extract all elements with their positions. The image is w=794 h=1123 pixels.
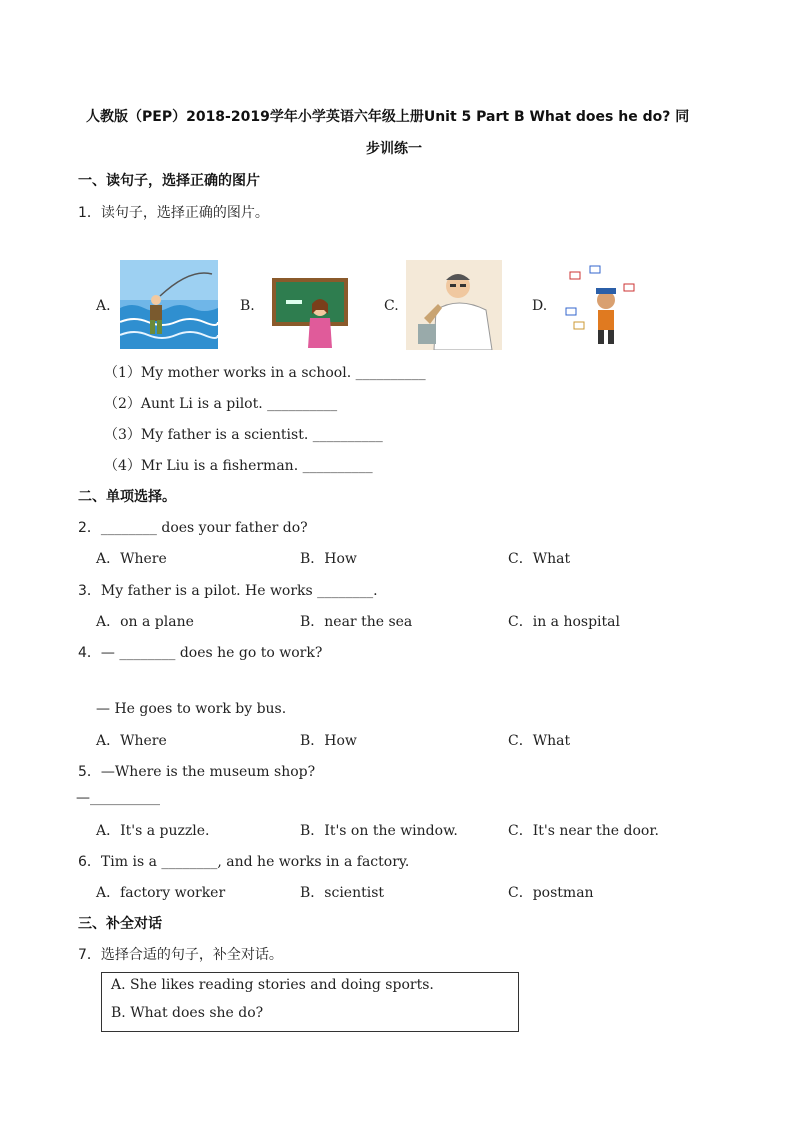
question-text: 读句子，选择正确的图片。 bbox=[100, 205, 269, 221]
question-number: 3． bbox=[78, 583, 101, 599]
q1-item-3: （3）My father is a scientist. __________ bbox=[104, 427, 383, 443]
q6-option-b[interactable]: B．scientist bbox=[300, 885, 385, 901]
question-number: 1． bbox=[78, 205, 101, 221]
question-number: 5． bbox=[78, 764, 101, 780]
q3-option-c[interactable]: C．in a hospital bbox=[508, 614, 620, 630]
question-number: 7． bbox=[78, 947, 101, 963]
picture-label-b: B. bbox=[240, 298, 255, 314]
question-number: 2． bbox=[78, 520, 101, 536]
q5-answer-line: —__________ bbox=[76, 790, 160, 806]
postman-picture bbox=[562, 262, 646, 348]
question-text: Tim is a ________, and he works in a factory. bbox=[100, 854, 410, 870]
q4-option-b[interactable]: B．How bbox=[300, 733, 357, 749]
section-heading-2: 二、单项选择。 bbox=[78, 489, 176, 505]
q5-option-c[interactable]: C．It's near the door. bbox=[508, 823, 659, 839]
question-text: My father is a pilot. He works ________. bbox=[100, 583, 378, 599]
q2-option-c[interactable]: C．What bbox=[508, 551, 571, 567]
question-text: —Where is the museum shop? bbox=[100, 764, 316, 780]
section-heading-1: 一、读句子，选择正确的图片 bbox=[78, 173, 260, 189]
teacher-picture bbox=[270, 270, 352, 350]
q1-item-4: （4）Mr Liu is a fisherman. __________ bbox=[104, 458, 373, 474]
question-number: 6． bbox=[78, 854, 101, 870]
q4-answer-line: — He goes to work by bus. bbox=[96, 701, 287, 717]
q5-option-b[interactable]: B．It's on the window. bbox=[300, 823, 458, 839]
question-6 bbox=[78, 851, 409, 871]
question-1-prompt bbox=[78, 202, 269, 222]
question-4 bbox=[78, 642, 322, 662]
picture-label-a: A. bbox=[96, 298, 111, 314]
sentence-choices-box bbox=[101, 972, 519, 1032]
q1-item-2: （2）Aunt Li is a pilot. __________ bbox=[104, 396, 338, 412]
document-title-continued: 步训练一 bbox=[366, 141, 422, 157]
q1-item-1: （1）My mother works in a school. __________ bbox=[104, 365, 426, 381]
section-heading-3: 三、补全对话 bbox=[78, 916, 162, 932]
question-number: 4． bbox=[78, 645, 101, 661]
q6-option-c[interactable]: C．postman bbox=[508, 885, 594, 901]
picture-label-c: C. bbox=[384, 298, 399, 314]
choice-b: B. What does she do? bbox=[111, 1005, 264, 1021]
q2-option-b[interactable]: B．How bbox=[300, 551, 357, 567]
fisherman-picture bbox=[120, 260, 218, 349]
question-2 bbox=[78, 517, 308, 537]
document-title: 人教版（PEP）2018-2019学年小学英语六年级上册Unit 5 Part B What does he do? 同 bbox=[86, 109, 690, 125]
q3-option-a[interactable]: A．on a plane bbox=[96, 614, 194, 630]
scientist-picture bbox=[406, 260, 502, 350]
picture-label-d: D. bbox=[532, 298, 548, 314]
q3-option-b[interactable]: B．near the sea bbox=[300, 614, 413, 630]
q4-option-c[interactable]: C．What bbox=[508, 733, 571, 749]
q2-option-a[interactable]: A．Where bbox=[96, 551, 167, 567]
question-5 bbox=[78, 761, 315, 781]
q5-option-a[interactable]: A．It's a puzzle. bbox=[96, 823, 210, 839]
question-text: 选择合适的句子，补全对话。 bbox=[100, 947, 283, 963]
q4-option-a[interactable]: A．Where bbox=[96, 733, 167, 749]
choice-a: A. She likes reading stories and doing sports. bbox=[111, 977, 434, 993]
question-7 bbox=[78, 944, 283, 964]
question-3 bbox=[78, 580, 378, 600]
q6-option-a[interactable]: A．factory worker bbox=[96, 885, 226, 901]
question-text: ________ does your father do? bbox=[100, 520, 308, 536]
question-text: — ________ does he go to work? bbox=[100, 645, 323, 661]
